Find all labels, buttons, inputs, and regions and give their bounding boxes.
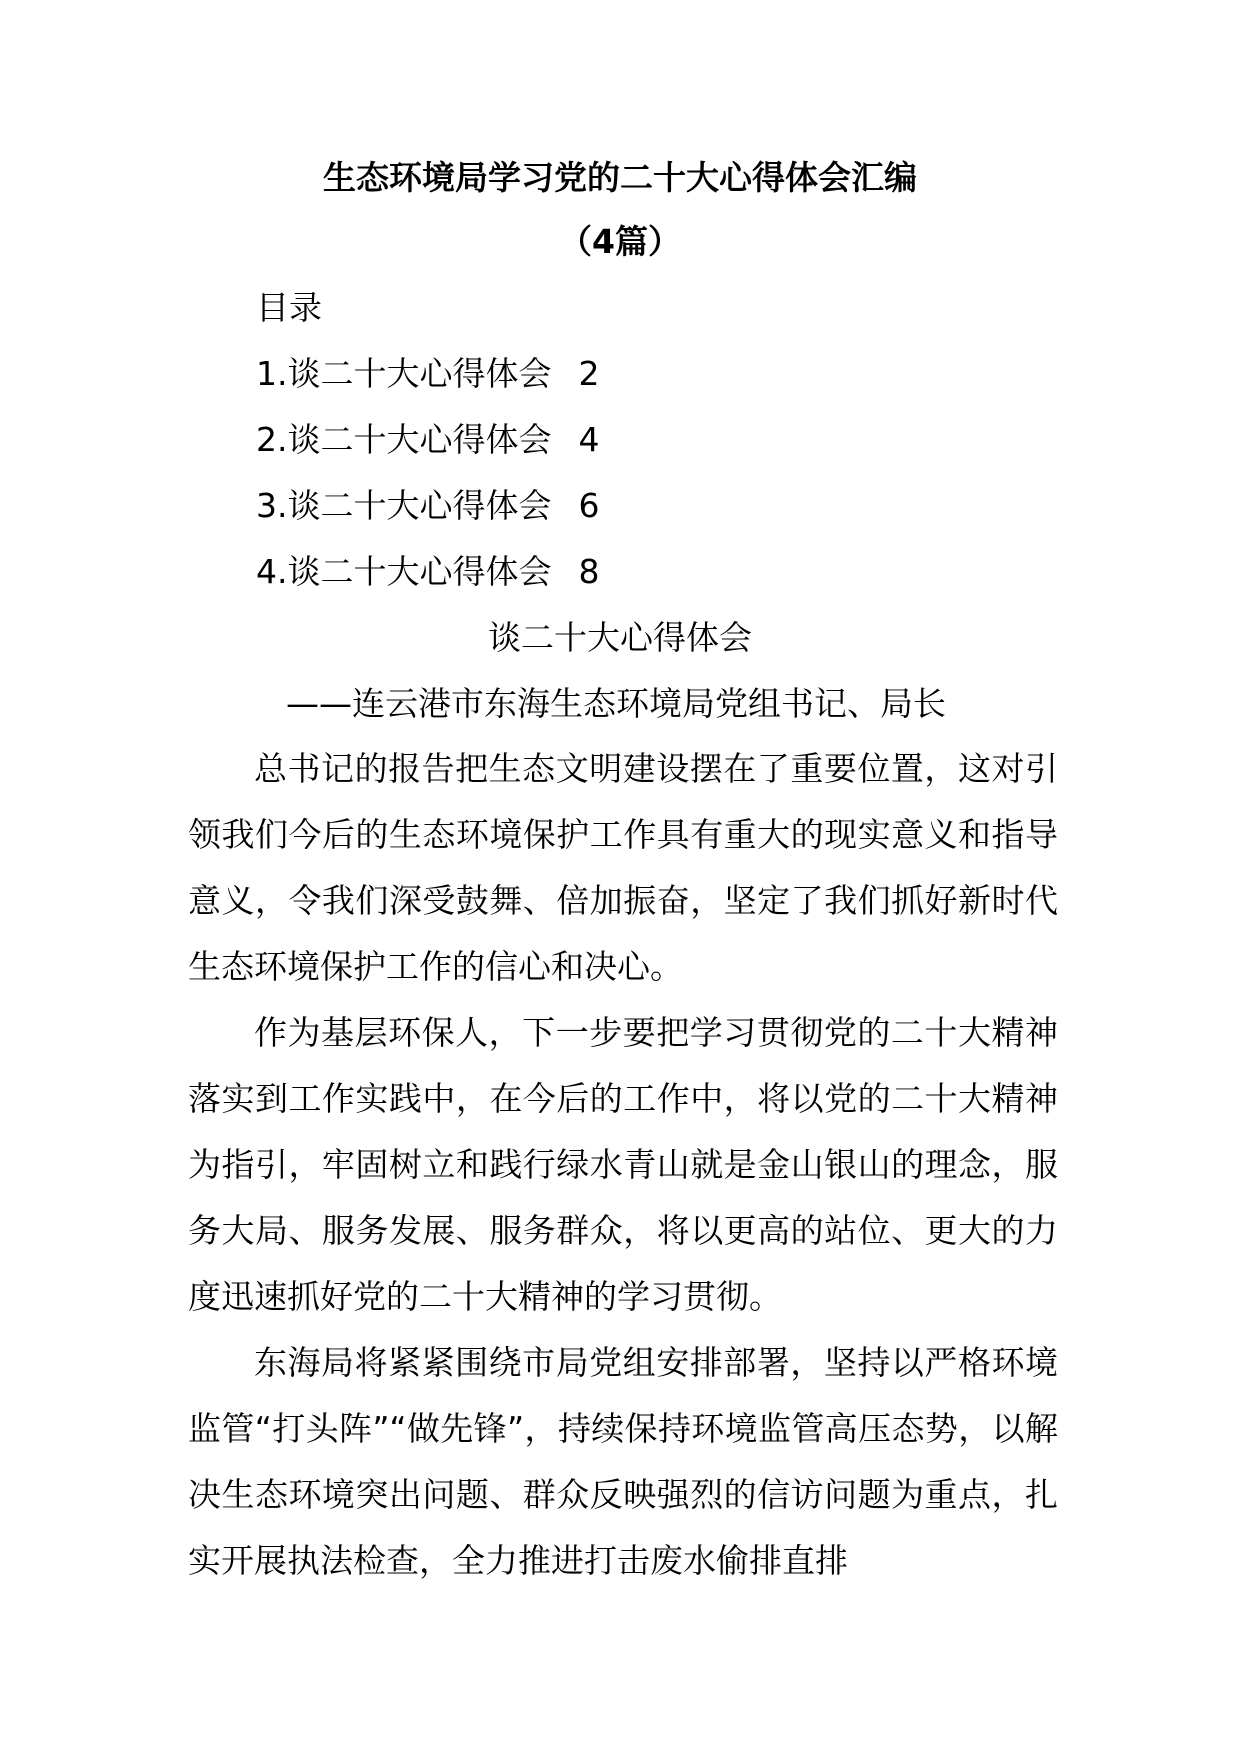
- toc-item-label: 1.谈二十大心得体会: [256, 354, 552, 393]
- article-byline: ——连云港市东海生态环境局党组书记、局长: [286, 684, 946, 723]
- toc-heading: 目录: [256, 288, 322, 327]
- toc-item-page: 8: [578, 552, 600, 591]
- toc-item-label: 3.谈二十大心得体会: [256, 486, 552, 525]
- body-paragraph: 东海局将紧紧围绕市局党组安排部署，坚持以严格环境监管“打头阵”“做先锋”，持续保持环境监管高压态势，以解决生态环境突出问题、群众反映强烈的信访问题为重点，扎实开展执法检查，全力推进打击废水偷排直排: [188, 1343, 1058, 1580]
- document-title: 生态环境局学习党的二十大心得体会汇编: [323, 158, 917, 197]
- article-title: 谈二十大心得体会: [488, 618, 752, 657]
- toc-item-page: 2: [578, 354, 600, 393]
- toc-item: [256, 552, 600, 592]
- toc-item-label: 4.谈二十大心得体会: [256, 552, 552, 591]
- toc-item: [256, 486, 600, 526]
- document-subtitle: （4篇）: [559, 222, 681, 261]
- toc-item-page: 4: [578, 420, 600, 459]
- toc-item-page: 6: [578, 486, 600, 525]
- toc-item: [256, 420, 600, 460]
- body-paragraph: 作为基层环保人，下一步要把学习贯彻党的二十大精神落实到工作实践中，在今后的工作中，将以党的二十大精神为指引，牢固树立和践行绿水青山就是金山银山的理念，服务大局、服务发展、服务群众，将以更高的站位、更大的力度迅速抓好党的二十大精神的学习贯彻。: [188, 1013, 1058, 1316]
- toc-item: [256, 354, 600, 394]
- toc-item-label: 2.谈二十大心得体会: [256, 420, 552, 459]
- body-paragraph: 总书记的报告把生态文明建设摆在了重要位置，这对引领我们今后的生态环境保护工作具有重大的现实意义和指导意义，令我们深受鼓舞、倍加振奋，坚定了我们抓好新时代生态环境保护工作的信心和决心。: [188, 749, 1058, 986]
